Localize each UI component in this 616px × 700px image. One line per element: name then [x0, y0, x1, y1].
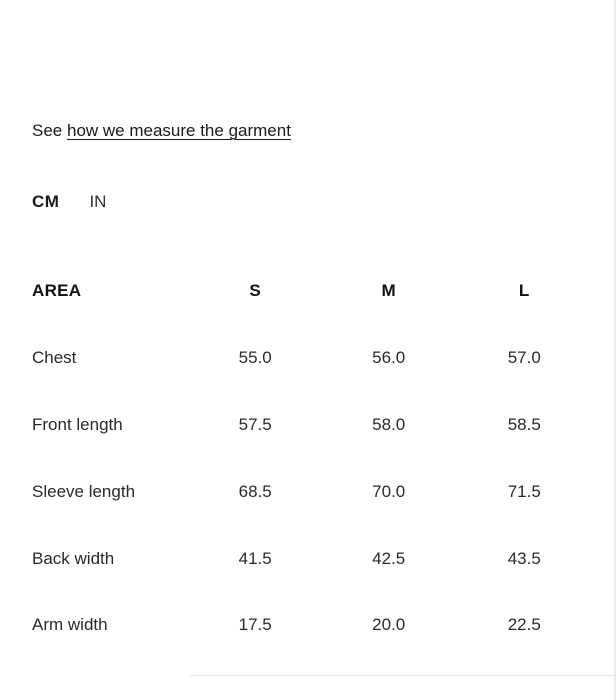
- header-size-s: S: [249, 281, 262, 301]
- row-area-label: Front length: [32, 414, 123, 434]
- cell-size-m: 20.0: [372, 615, 406, 635]
- how-we-measure-link[interactable]: how we measure the garment: [66, 121, 291, 140]
- header-size-m: M: [381, 281, 396, 301]
- measure-note: [32, 120, 291, 142]
- cell-size-m: 58.0: [372, 414, 406, 434]
- bottom-divider: [190, 675, 616, 676]
- row-area-label: Arm width: [32, 615, 108, 635]
- table-header-row: [32, 258, 592, 325]
- header-size-l: L: [518, 281, 530, 301]
- cell-size-s: 17.5: [238, 615, 272, 635]
- table-row: [32, 458, 592, 525]
- cell-size-m: 70.0: [372, 481, 406, 501]
- row-area-label: Back width: [32, 548, 115, 568]
- cell-size-s: 55.0: [238, 348, 272, 368]
- header-area: AREA: [32, 281, 82, 301]
- table-row: [32, 325, 592, 392]
- size-chart-table: [32, 258, 592, 659]
- cell-size-m: 56.0: [372, 348, 406, 368]
- row-area-label: Chest: [32, 348, 77, 368]
- cell-size-s: 57.5: [238, 414, 272, 434]
- cell-size-m: 42.5: [372, 548, 406, 568]
- unit-toggle: [32, 191, 106, 213]
- cell-size-s: 68.5: [238, 481, 272, 501]
- table-row: [32, 392, 592, 459]
- measure-note-prefix: See: [32, 121, 63, 140]
- table-row: [32, 525, 592, 592]
- cell-size-l: 71.5: [507, 481, 541, 501]
- cell-size-l: 22.5: [507, 615, 541, 635]
- unit-in-button[interactable]: IN: [89, 192, 107, 211]
- cell-size-l: 58.5: [507, 414, 541, 434]
- unit-cm-button[interactable]: CM: [32, 192, 60, 211]
- cell-size-s: 41.5: [238, 548, 272, 568]
- row-area-label: Sleeve length: [32, 481, 136, 501]
- table-row: [32, 592, 592, 659]
- cell-size-l: 57.0: [507, 348, 541, 368]
- cell-size-l: 43.5: [507, 548, 541, 568]
